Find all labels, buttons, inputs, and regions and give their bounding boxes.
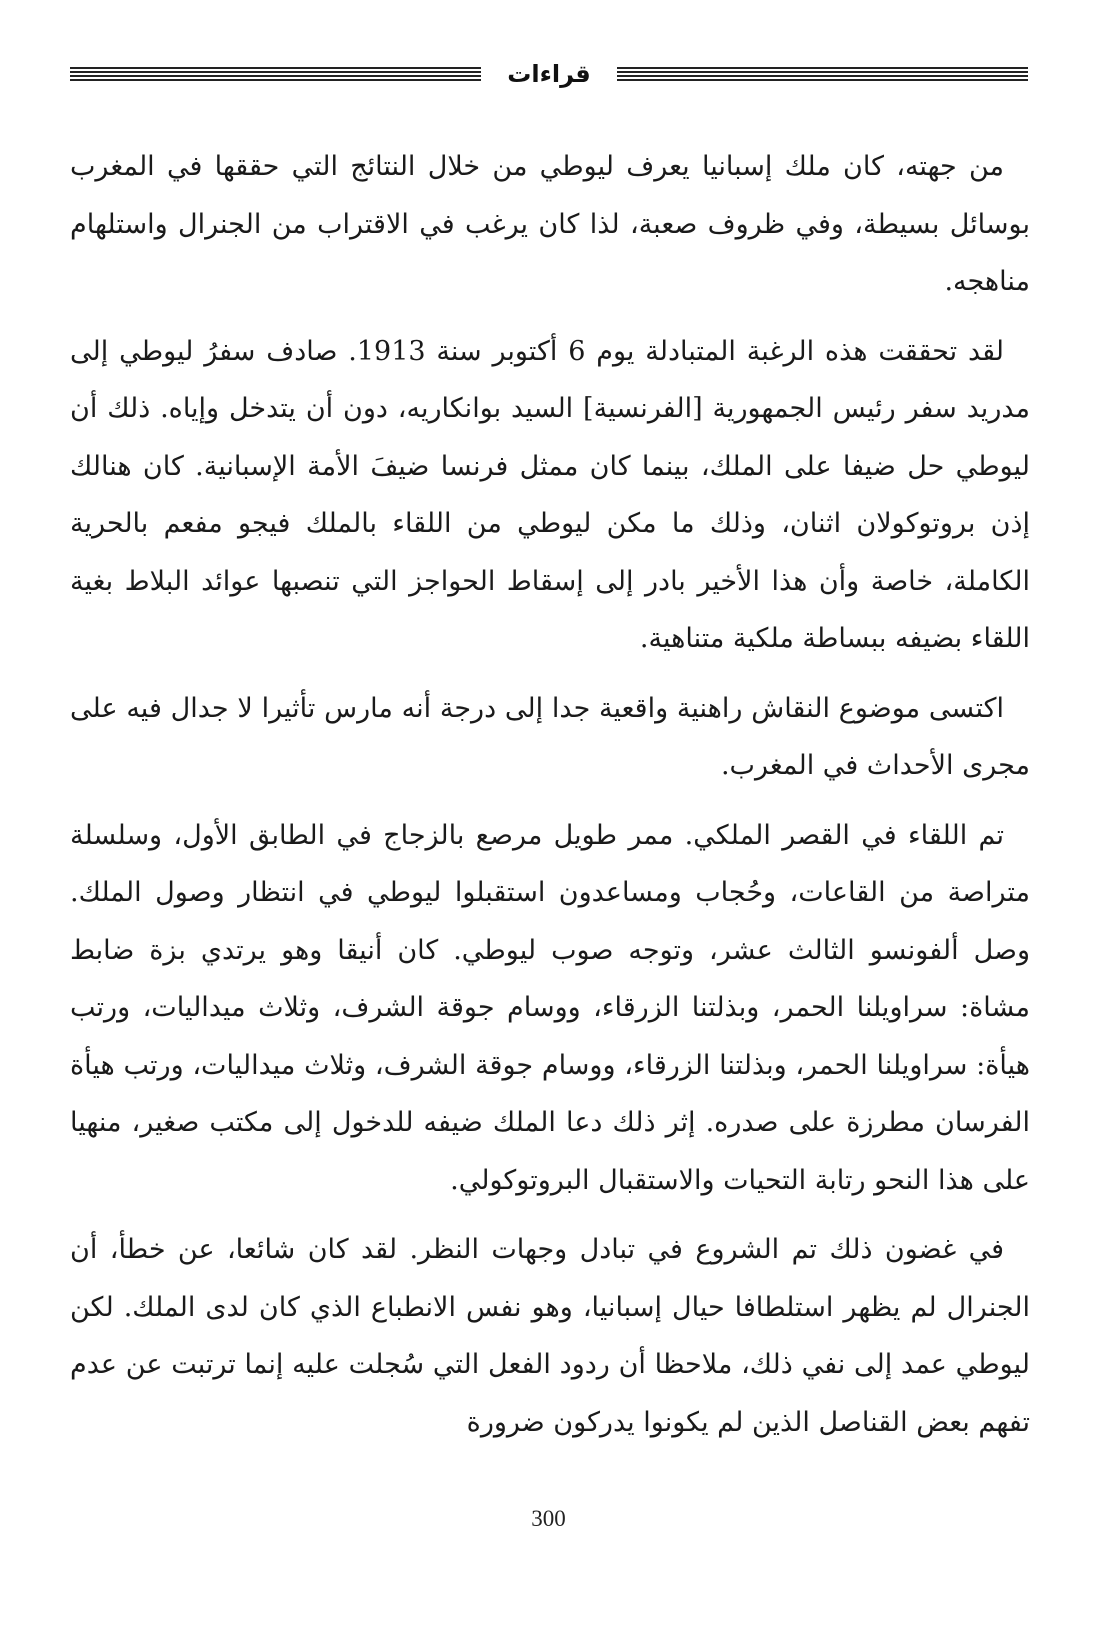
paragraph: اكتسى موضوع النقاش راهنية واقعية جدا إلى درجة أنه مارس تأثيرا لا جدال فيه على مجرى الأحداث في المغرب. xyxy=(70,692,1030,781)
page-number: 300 xyxy=(531,1506,566,1531)
running-header xyxy=(70,54,1028,94)
paragraph: لقد تحققت هذه الرغبة المتبادلة يوم 6 أكتوبر سنة 1913. صادف سفرُ ليوطي إلى مدريد سفر رئيس الجمهورية [الفرنسية] السيد بوانكاريه، دون أن يتدخل وإياه. ذلك أن ليوطي حل ضيفا على الملك، بينما كان ممثل فرنسا ضيفَ الأمة الإسبانية. كان هنالك إذن بروتوكولان اثنان، وذلك ما مكن ليوطي من اللقاء بالملك فيجو مفعم بالحرية الكاملة، خاصة وأن هذا الأخير بادر إلى إسقاط الحواجز التي تنصبها عوائد البلاط بغية اللقاء بضيفه ببساطة ملكية متناهية. xyxy=(70,335,1030,654)
header-rule-right xyxy=(617,67,1028,81)
header-title: قراءات xyxy=(507,60,591,88)
header-rule-left xyxy=(70,67,481,81)
paragraph: في غضون ذلك تم الشروع في تبادل وجهات النظر. لقد كان شائعا، عن خطأ، أن الجنرال لم يظهر استلطافا حيال إسبانيا، وهو نفس الانطباع الذي كان لدى الملك. لكن ليوطي عمد إلى نفي ذلك، ملاحظا أن ردود الفعل التي سُجلت عليه إنما ترتبت عن عدم تفهم بعض القناصل الذين لم يكونوا يدركون ضرورة xyxy=(70,1234,1030,1438)
body-text xyxy=(70,138,1030,1463)
paragraph: تم اللقاء في القصر الملكي. ممر طويل مرصع بالزجاج في الطابق الأول، وسلسلة متراصة من القاعات، وحُجاب ومساعدون استقبلوا ليوطي في انتظار وصول الملك. وصل ألفونسو الثالث عشر، وتوجه صوب ليوطي. كان أنيقا وهو يرتدي بزة ضابط مشاة: سراويلنا الحمر، وبذلتنا الزرقاء، ووسام جوقة الشرف، وثلاث ميداليات، ورتب هيأة: سراويلنا الحمر، وبذلتنا الزرقاء، ووسام جوقة الشرف، وثلاث ميداليات، ورتب هيأة الفرسان مطرزة على صدره. إثر ذلك دعا الملك ضيفه للدخول إلى مكتب صغير، منهيا على هذا النحو رتابة التحيات والاستقبال البروتوكولي. xyxy=(70,819,1030,1196)
paragraph: من جهته، كان ملك إسبانيا يعرف ليوطي من خلال النتائج التي حققها في المغرب بوسائل بسيطة، وفي ظروف صعبة، لذا كان يرغب في الاقتراب من الجنرال واستلهام مناهجه. xyxy=(70,151,1030,297)
